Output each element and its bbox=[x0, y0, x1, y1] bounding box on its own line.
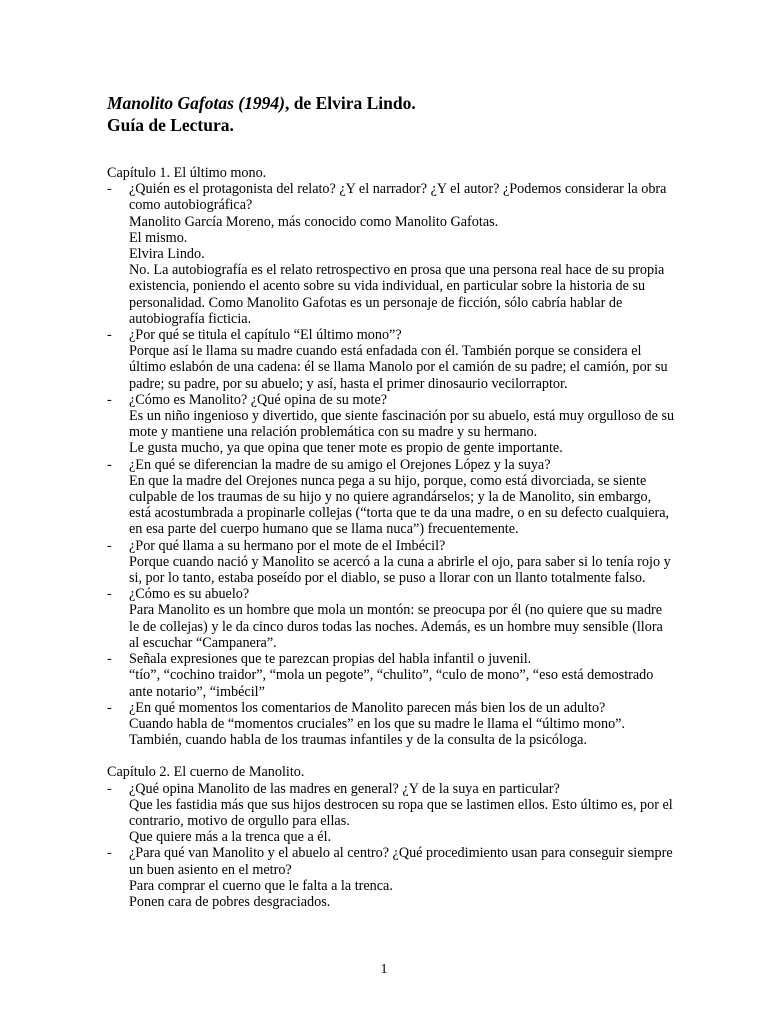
list-bullet: - bbox=[107, 537, 112, 554]
answer-text: existencia, poniendo el acento sobre su vida individual, en particular sobre la historia de su bbox=[129, 278, 646, 295]
chapter-heading: Capítulo 1. El último mono. bbox=[107, 165, 267, 181]
author-text: , de Elvira Lindo. bbox=[284, 93, 416, 113]
list-bullet: - bbox=[107, 780, 112, 797]
answer-text: le de collejas) y le da cinco duros todas las noches. Además, es un hombre muy sensible (llora bbox=[129, 618, 663, 635]
document-title-block bbox=[107, 92, 416, 136]
list-bullet: - bbox=[107, 456, 112, 473]
title-line bbox=[107, 92, 416, 114]
answer-text: como autobiográfica? bbox=[129, 197, 253, 214]
answer-text: Para comprar el cuerno que le falta a la trenca. bbox=[129, 877, 393, 894]
question-text: ¿Qué opina Manolito de las madres en general? ¿Y de la suya en particular? bbox=[129, 780, 560, 797]
answer-text: Manolito García Moreno, más conocido como Manolito Gafotas. bbox=[129, 213, 499, 230]
question-item bbox=[107, 327, 667, 392]
answer-text: Que quiere más a la trenca que a él. bbox=[129, 829, 332, 846]
question-text: ¿Cómo es Manolito? ¿Qué opina de su mote? bbox=[129, 391, 388, 408]
question-item bbox=[107, 456, 670, 538]
list-bullet: - bbox=[107, 651, 112, 668]
answer-text: Es un niño ingenioso y divertido, que siente fascinación por su abuelo, está muy orgulloso de su bbox=[129, 408, 675, 425]
list-bullet: - bbox=[107, 699, 112, 716]
question-text: Señala expresiones que te parezcan propias del habla infantil o juvenil. bbox=[129, 651, 532, 668]
question-item bbox=[107, 651, 667, 700]
list-bullet: - bbox=[107, 845, 112, 862]
question-text: ¿Cómo es su abuelo? bbox=[129, 586, 250, 603]
list-bullet: - bbox=[107, 181, 112, 198]
answer-text: También, cuando habla de los traumas infantiles y de la consulta de la psicóloga. bbox=[129, 732, 587, 749]
answer-text: Elvira Lindo. bbox=[129, 246, 205, 263]
answer-text: contrario, motivo de orgullo para ellas. bbox=[129, 812, 350, 829]
question-item bbox=[107, 181, 667, 327]
answer-text: Para Manolito es un hombre que mola un montón: se preocupa por él (no quiere que su madre bbox=[129, 602, 663, 619]
question-text: ¿Para qué van Manolito y el abuelo al centro? ¿Qué procedimiento usan para conseguir siempre bbox=[129, 845, 673, 862]
answer-text: un buen asiento en el metro? bbox=[129, 861, 292, 878]
question-text: ¿En qué momentos los comentarios de Manolito parecen más bien los de un adulto? bbox=[129, 699, 606, 716]
answer-text: Le gusta mucho, ya que opina que tener mote es propio de gente importante. bbox=[129, 440, 563, 457]
list-bullet: - bbox=[107, 586, 112, 603]
question-text: ¿Por qué llama a su hermano por el mote de el Imbécil? bbox=[129, 537, 446, 554]
answer-text: culpable de los traumas de su hijo y no quiere agrandárselos; y la de Manolito, sin embargo, bbox=[129, 489, 652, 506]
answer-text: en esa parte del cuerpo humano que se llama nuca”) frecuentemente. bbox=[129, 521, 519, 538]
guide-subtitle: Guía de Lectura. bbox=[107, 115, 234, 135]
answer-text: ante notario”, “imbécil” bbox=[129, 683, 265, 700]
answer-text: Que les fastidia más que sus hijos destrocen su ropa que se lastimen ellos. Esto último es, por el bbox=[129, 796, 673, 813]
question-item bbox=[107, 845, 673, 910]
answer-text: al escuchar “Campanera”. bbox=[129, 634, 277, 651]
answer-text: El mismo. bbox=[129, 229, 188, 246]
chapter-heading: Capítulo 2. El cuerno de Manolito. bbox=[107, 764, 305, 781]
answer-text: está acostumbrada a propinarle collejas (“torta que te da una madre, o en su defecto cualquiera, bbox=[129, 505, 670, 522]
answer-text: Porque así le llama su madre cuando está enfadada con él. También porque se considera el bbox=[129, 343, 642, 360]
question-text: ¿Quién es el protagonista del relato? ¿Y el narrador? ¿Y el autor? ¿Podemos considerar la obra bbox=[129, 181, 667, 198]
chapter-section bbox=[107, 764, 673, 910]
answer-text: Ponen cara de pobres desgraciados. bbox=[129, 893, 331, 910]
document-body bbox=[107, 165, 675, 910]
question-item bbox=[107, 780, 673, 846]
question-item bbox=[107, 700, 667, 749]
question-item bbox=[107, 537, 671, 587]
answer-text: último eslabón de una cadena: él se llama Manolo por el camión de su padre; el camión, por su bbox=[129, 359, 668, 376]
question-item bbox=[107, 391, 675, 457]
answer-text: “tío”, “cochino traidor”, “mola un pegote”, “chulito”, “culo de mono”, “eso está demostrado bbox=[129, 667, 654, 684]
answer-text: En que la madre del Orejones nunca pega a su hijo, porque, como está divorciada, se siente bbox=[129, 472, 647, 489]
question-text: ¿Por qué se titula el capítulo “El último mono”? bbox=[129, 327, 402, 344]
answer-text: No. La autobiografía es el relato retrospectivo en prosa que una persona real hace de su propia bbox=[129, 262, 665, 279]
answer-text: si, por lo tanto, estaba poseído por el diablo, se puso a llorar con un llanto totalmente falso. bbox=[129, 570, 646, 587]
list-bullet: - bbox=[107, 391, 112, 408]
answer-text: Cuando habla de “momentos cruciales” en los que su madre le llama el “último mono”. bbox=[129, 715, 626, 732]
answer-text: autobiografía ficticia. bbox=[129, 310, 252, 327]
answer-text: padre; su padre, por su abuelo; y así, hasta el primer dinosaurio vecilorraptor. bbox=[129, 375, 568, 392]
answer-text: personalidad. Como Manolito Gafotas es un personaje de ficción, sólo cabría hablar de bbox=[129, 294, 623, 311]
answer-text: Porque cuando nació y Manolito se acercó a la cuna a abrirle el ojo, para saber si lo tenía rojo y bbox=[129, 553, 671, 570]
question-item bbox=[107, 586, 667, 651]
page-number: 1 bbox=[380, 962, 388, 977]
chapter-section bbox=[107, 165, 675, 749]
question-text: ¿En qué se diferencian la madre de su amigo el Orejones López y la suya? bbox=[129, 456, 551, 473]
list-bullet: - bbox=[107, 327, 112, 344]
answer-text: mote y mantiene una relación problemática con su madre y su hermano. bbox=[129, 424, 538, 441]
work-title: Manolito Gafotas (1994) bbox=[107, 93, 285, 113]
